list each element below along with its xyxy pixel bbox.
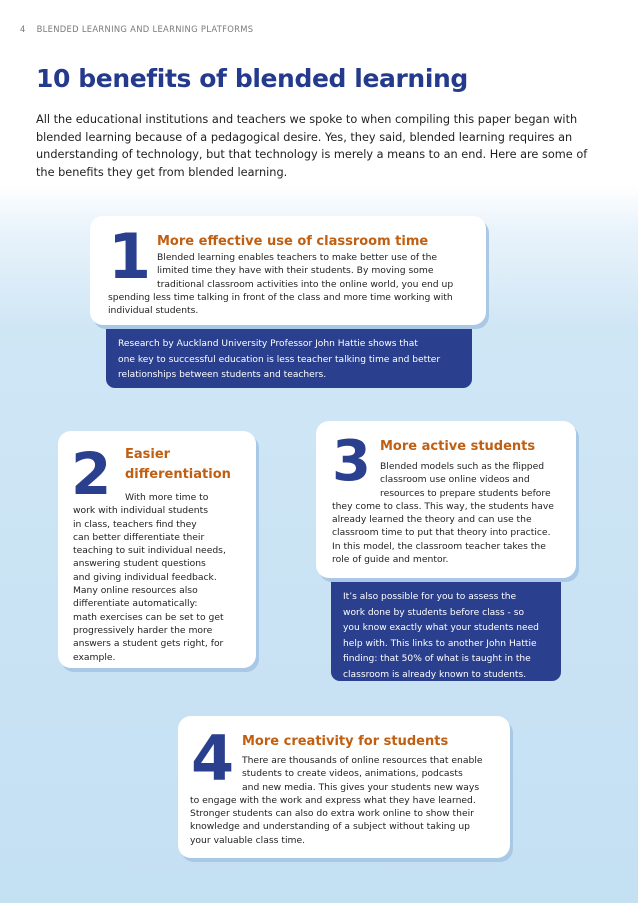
body-line: limited time they have with their students. By moving some bbox=[157, 265, 434, 277]
body-line: classroom time to put that theory into practice. bbox=[332, 527, 551, 539]
note-line: classroom is already known to students. bbox=[343, 669, 527, 680]
body-line: teaching to suit individual needs, bbox=[73, 545, 226, 557]
body-line: answering student questions bbox=[73, 558, 206, 570]
benefit-3-heading bbox=[380, 437, 535, 457]
heading-line: More creativity for students bbox=[242, 734, 449, 749]
note-line: finding: that 50% of what is taught in the bbox=[343, 654, 531, 665]
body-line: to engage with the work and express what they have learned. bbox=[190, 794, 476, 806]
benefit-3-body bbox=[332, 460, 572, 566]
body-line: traditional classroom activities into the online world, you end up bbox=[157, 278, 454, 290]
benefit-3-number: 3 bbox=[332, 429, 371, 494]
body-line: and new media. This gives your students new ways bbox=[242, 781, 480, 793]
body-line: math exercises can be set to get bbox=[73, 611, 224, 623]
heading-line: More effective use of classroom time bbox=[157, 234, 429, 249]
benefit-3-note bbox=[331, 568, 561, 681]
note-line: you know exactly what your students need bbox=[343, 623, 539, 634]
note-line: It’s also possible for you to assess the bbox=[343, 592, 517, 602]
body-line: differentiate automatically: bbox=[73, 598, 198, 610]
benefit-2-card bbox=[58, 431, 256, 668]
body-line: role of guide and mentor. bbox=[332, 554, 449, 566]
body-line: classroom use online videos and bbox=[380, 474, 530, 486]
body-line: spending less time talking in front of the class and more time working with bbox=[108, 291, 453, 303]
note-line: work done by students before class - so bbox=[343, 607, 525, 618]
benefit-1-card bbox=[90, 216, 486, 325]
benefit-2-number: 2 bbox=[71, 440, 112, 508]
benefit-4-heading bbox=[242, 732, 448, 752]
body-line: progressively harder the more bbox=[73, 624, 213, 636]
intro-line: All the educational institutions and teachers we spoke to when compiling this paper began with bbox=[36, 113, 578, 126]
body-line: Many online resources also bbox=[73, 585, 198, 597]
body-line: Blended learning enables teachers to make better use of the bbox=[157, 252, 438, 263]
benefit-1-heading bbox=[157, 232, 428, 252]
body-line: knowledge and understanding of a subject without taking up bbox=[190, 821, 470, 833]
benefit-4-number: 4 bbox=[191, 722, 235, 795]
body-line: they come to class. This way, the students have bbox=[332, 500, 554, 512]
benefit-3-card bbox=[316, 421, 576, 578]
benefit-1-note bbox=[106, 318, 472, 388]
running-header bbox=[20, 24, 253, 34]
intro-line: the benefits they get from blended learning. bbox=[36, 165, 288, 179]
body-line: in class, teachers find they bbox=[73, 518, 197, 530]
benefit-2-heading bbox=[125, 445, 231, 485]
body-line: already learned the theory and can use the bbox=[332, 514, 532, 526]
body-line: work with individual students bbox=[73, 505, 208, 517]
body-line: answers a student gets right, for bbox=[73, 638, 224, 650]
note-line: one key to successful education is less teacher talking time and better bbox=[118, 354, 441, 365]
body-line: your valuable class time. bbox=[190, 834, 306, 846]
heading-line: differentiation bbox=[125, 467, 231, 482]
body-line: students to create videos, animations, podcasts bbox=[242, 768, 463, 780]
body-line: Stronger students can also do extra work online to show their bbox=[190, 808, 474, 820]
body-line: With more time to bbox=[125, 492, 209, 503]
body-line: Blended models such as the flipped bbox=[380, 461, 545, 472]
intro-line: understanding of technology, but that technology is merely a means to an end. Here are some of bbox=[36, 148, 588, 162]
benefit-4-body bbox=[190, 754, 506, 847]
note-line: relationships between students and teachers. bbox=[118, 370, 327, 381]
heading-line: Easier bbox=[125, 447, 171, 462]
section-title: BLENDED LEARNING AND LEARNING PLATFORMS bbox=[36, 24, 254, 34]
intro-line: blended learning because of a pedagogical desire. Yes, they said, blended learning requires an bbox=[36, 130, 573, 144]
body-line: resources to prepare students before bbox=[380, 487, 551, 499]
benefit-2-body bbox=[73, 491, 251, 664]
note-line: help with. This links to another John Hattie bbox=[343, 638, 537, 649]
body-line: individual students. bbox=[108, 305, 199, 317]
body-line: can better differentiate their bbox=[73, 531, 205, 543]
body-line: example. bbox=[73, 651, 116, 663]
page-title: 10 benefits of blended learning bbox=[36, 64, 468, 93]
intro-paragraph bbox=[36, 111, 602, 181]
benefit-1-body bbox=[108, 251, 476, 317]
body-line: There are thousands of online resources that enable bbox=[242, 755, 483, 766]
benefit-4-card bbox=[178, 716, 510, 858]
body-line: and giving individual feedback. bbox=[73, 571, 217, 583]
benefit-1-number: 1 bbox=[108, 220, 152, 293]
heading-line: More active students bbox=[380, 439, 536, 454]
body-line: In this model, the classroom teacher takes the bbox=[332, 540, 546, 552]
page-number: 4 bbox=[20, 24, 26, 34]
note-line: Research by Auckland University Professor John Hattie shows that bbox=[118, 339, 418, 349]
